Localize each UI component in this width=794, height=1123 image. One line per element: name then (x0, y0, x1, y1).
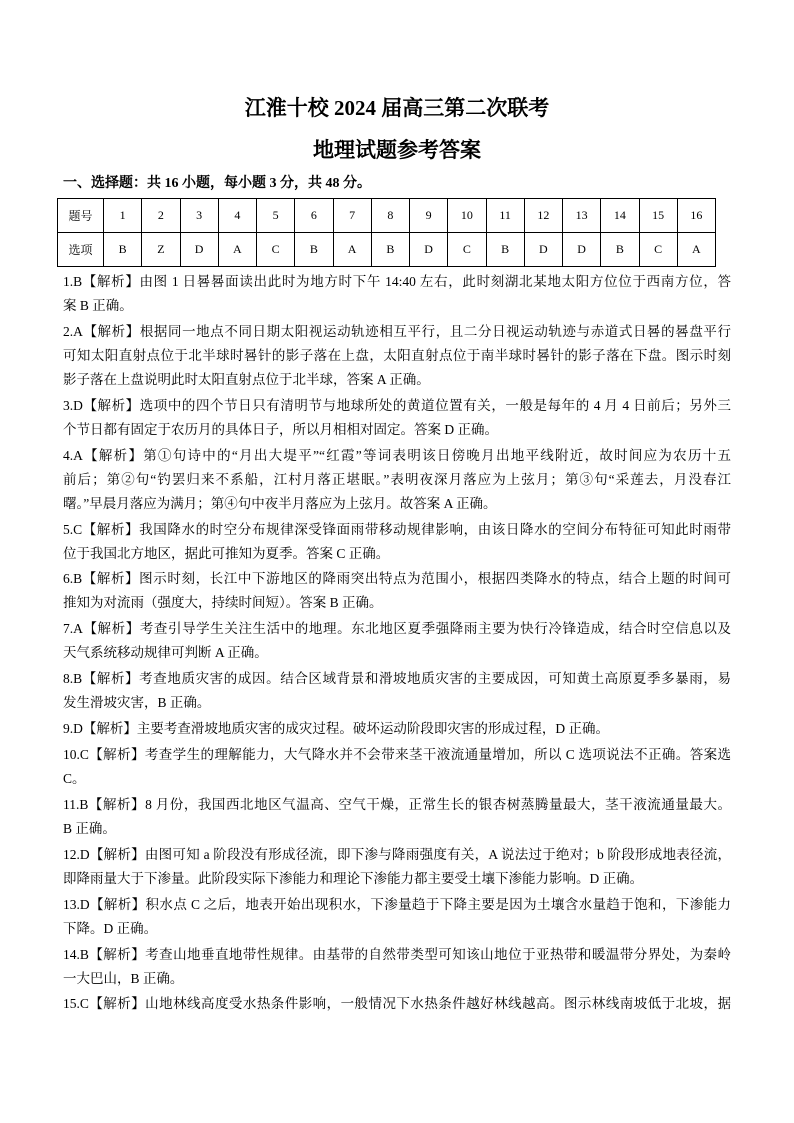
question-number-cell: 10 (448, 199, 486, 233)
answer-option-cell: D (180, 233, 218, 267)
question-number-cell: 16 (677, 199, 715, 233)
question-number-cell: 3 (180, 199, 218, 233)
question-number-cell: 1 (104, 199, 142, 233)
question-number-cell: 8 (371, 199, 409, 233)
explanation-item-2 (63, 320, 731, 392)
question-number-cell: 6 (295, 199, 333, 233)
answer-table (57, 198, 716, 267)
answer-option-cell: A (677, 233, 715, 267)
explanation-line: 3.D【解析】选项中的四个节日只有清明节与地球所处的黄道位置有关，一般是每年的 4 月 4 日前后；另外三 (63, 397, 731, 413)
row-header-answer-option: 选项 (58, 233, 104, 267)
explanation-item-11 (63, 793, 731, 841)
answer-option-cell: B (371, 233, 409, 267)
answer-option-cell: B (601, 233, 639, 267)
explanation-line: 1.B【解析】由图 1 日晷晷面读出此时为地方时下午 14:40 左右，此时刻湖北某地太阳方位位于西南方位，答 (63, 274, 731, 289)
explanations-list (63, 270, 731, 1018)
table-row-question-numbers (58, 199, 716, 233)
explanation-line: 7.A【解析】考查引导学生关注生活中的地理。东北地区夏季强降雨主要为快行冷锋造成，结合时空信息以及 (63, 621, 731, 637)
answer-option-cell: C (448, 233, 486, 267)
explanation-line: 下降。D 正确。 (63, 920, 158, 936)
document-subtitle: 地理试题参考答案 (313, 138, 481, 162)
explanation-line: 15.C【解析】山地林线高度受水热条件影响，一般情况下水热条件越好林线越高。图示林线南坡低于北坡，据 (63, 996, 731, 1012)
explanation-item-13 (63, 893, 731, 941)
section-heading: 一、选择题：共 16 小题，每小题 3 分，共 48 分。 (63, 176, 371, 191)
answer-option-cell: B (295, 233, 333, 267)
explanation-item-7 (63, 617, 731, 665)
question-number-cell: 7 (333, 199, 371, 233)
document-title: 江淮十校 2024 届高三第二次联考 (244, 96, 550, 120)
explanation-line: 前后；第②句“钓罢归来不系船，江村月落正堪眠。”表明夜深月落应为上弦月；第③句“采莲去，月没春江 (63, 471, 731, 487)
explanation-line: 发生滑坡灾害，B 正确。 (63, 695, 211, 711)
explanation-line: 5.C【解析】我国降水的时空分布规律深受锋面雨带移动规律影响，由该日降水的空间分布特征可知此时雨带 (63, 521, 731, 537)
row-header-question-number: 题号 (58, 199, 104, 233)
explanation-line: 曙。”早晨月落应为满月；第④句中夜半月落应为上弦月。故答案 A 正确。 (63, 495, 497, 511)
question-number-cell: 2 (142, 199, 180, 233)
explanation-item-15 (63, 992, 731, 1016)
explanation-line: 6.B【解析】图示时刻，长江中下游地区的降雨突出特点为范围小，根据四类降水的特点，结合上题的时间可 (63, 571, 731, 587)
explanation-line: 14.B【解析】考查山地垂直地带性规律。由基带的自然带类型可知该山地位于亚热带和暖温带分界处，为秦岭 (63, 946, 731, 962)
question-number-cell: 9 (410, 199, 448, 233)
answer-option-cell: C (257, 233, 295, 267)
explanation-line: 影子落在上盘说明此时太阳直射点位于北半球，答案 A 正确。 (63, 371, 430, 387)
question-number-cell: 4 (218, 199, 256, 233)
explanation-item-4 (63, 444, 731, 516)
explanation-item-5 (63, 518, 731, 566)
question-number-cell: 5 (257, 199, 295, 233)
explanation-item-1 (63, 270, 731, 318)
explanation-line: 12.D【解析】由图可知 a 阶段没有形成径流，即下渗与降雨强度有关，A 说法过于绝对；b 阶段形成地表径流， (63, 846, 731, 862)
explanation-line: 9.D【解析】主要考查滑坡地质灾害的成灾过程。破坏运动阶段即灾害的形成过程，D 正确。 (63, 721, 609, 737)
explanation-line: 8.B【解析】考查地质灾害的成因。结合区域背景和滑坡地质灾害的主要成因，可知黄土高原夏季多暴雨，易 (63, 671, 731, 687)
answer-option-cell: A (333, 233, 371, 267)
explanation-line: 10.C【解析】考查学生的理解能力，大气降水并不会带来茎干液流通量增加，所以 C 选项说法不正确。答案选 (63, 747, 731, 763)
question-number-cell: 11 (486, 199, 524, 233)
explanation-item-8 (63, 667, 731, 715)
explanation-line: 13.D【解析】积水点 C 之后，地表开始出现积水，下渗量趋于下降主要是因为土壤含水量趋于饱和，下渗能力 (63, 896, 731, 912)
explanation-line: 即降雨量大于下渗量。此阶段实际下渗能力和理论下渗能力都主要受土壤下渗能力影响。D 正确。 (63, 870, 644, 886)
question-number-cell: 15 (639, 199, 677, 233)
answer-option-cell: D (563, 233, 601, 267)
explanation-line: B 正确。 (63, 820, 116, 836)
explanation-line: 案 B 正确。 (63, 298, 133, 313)
question-number-cell: 14 (601, 199, 639, 233)
answer-option-cell: Z (142, 233, 180, 267)
explanation-item-12 (63, 843, 731, 891)
explanation-item-9 (63, 717, 731, 741)
explanation-line: 2.A【解析】根据同一地点不同日期太阳视运动轨迹相互平行，且二分日视运动轨迹与赤道式日晷的晷盘平行 (63, 323, 731, 339)
explanation-item-14 (63, 943, 731, 991)
explanation-item-6 (63, 567, 731, 615)
explanation-line: 位于我国北方地区，据此可推知为夏季。答案 C 正确。 (63, 545, 390, 561)
explanation-line: 4.A【解析】第①句诗中的“月出大堤平”“红霞”等词表明该日傍晚月出地平线附近，故时间应为农历十五 (63, 447, 731, 463)
answer-option-cell: D (410, 233, 448, 267)
answer-option-cell: A (218, 233, 256, 267)
explanation-line: 个节日都有固定于农历月的具体日子，所以月相相对固定。答案 D 正确。 (63, 421, 498, 437)
table-row-answer-options (58, 233, 716, 267)
answer-option-cell: C (639, 233, 677, 267)
explanation-item-3 (63, 394, 731, 442)
explanation-line: 11.B【解析】8 月份，我国西北地区气温高、空气干燥，正常生长的银杏树蒸腾量最大，茎干液流通量最大。 (63, 796, 731, 812)
explanation-line: 一大巴山，B 正确。 (63, 970, 184, 986)
explanation-line: C。 (63, 771, 86, 787)
explanation-line: 推知为对流雨（强度大，持续时间短）。答案 B 正确。 (63, 595, 383, 611)
explanation-line: 天气系统移动规律可判断 A 正确。 (63, 645, 268, 661)
answer-option-cell: D (524, 233, 562, 267)
answer-option-cell: B (486, 233, 524, 267)
question-number-cell: 12 (524, 199, 562, 233)
answer-option-cell: B (104, 233, 142, 267)
explanation-line: 可知太阳直射点位于北半球时晷针的影子落在上盘，太阳直射点位于南半球时晷针的影子落在下盘。图示时刻 (63, 347, 731, 363)
question-number-cell: 13 (563, 199, 601, 233)
explanation-item-10 (63, 743, 731, 791)
